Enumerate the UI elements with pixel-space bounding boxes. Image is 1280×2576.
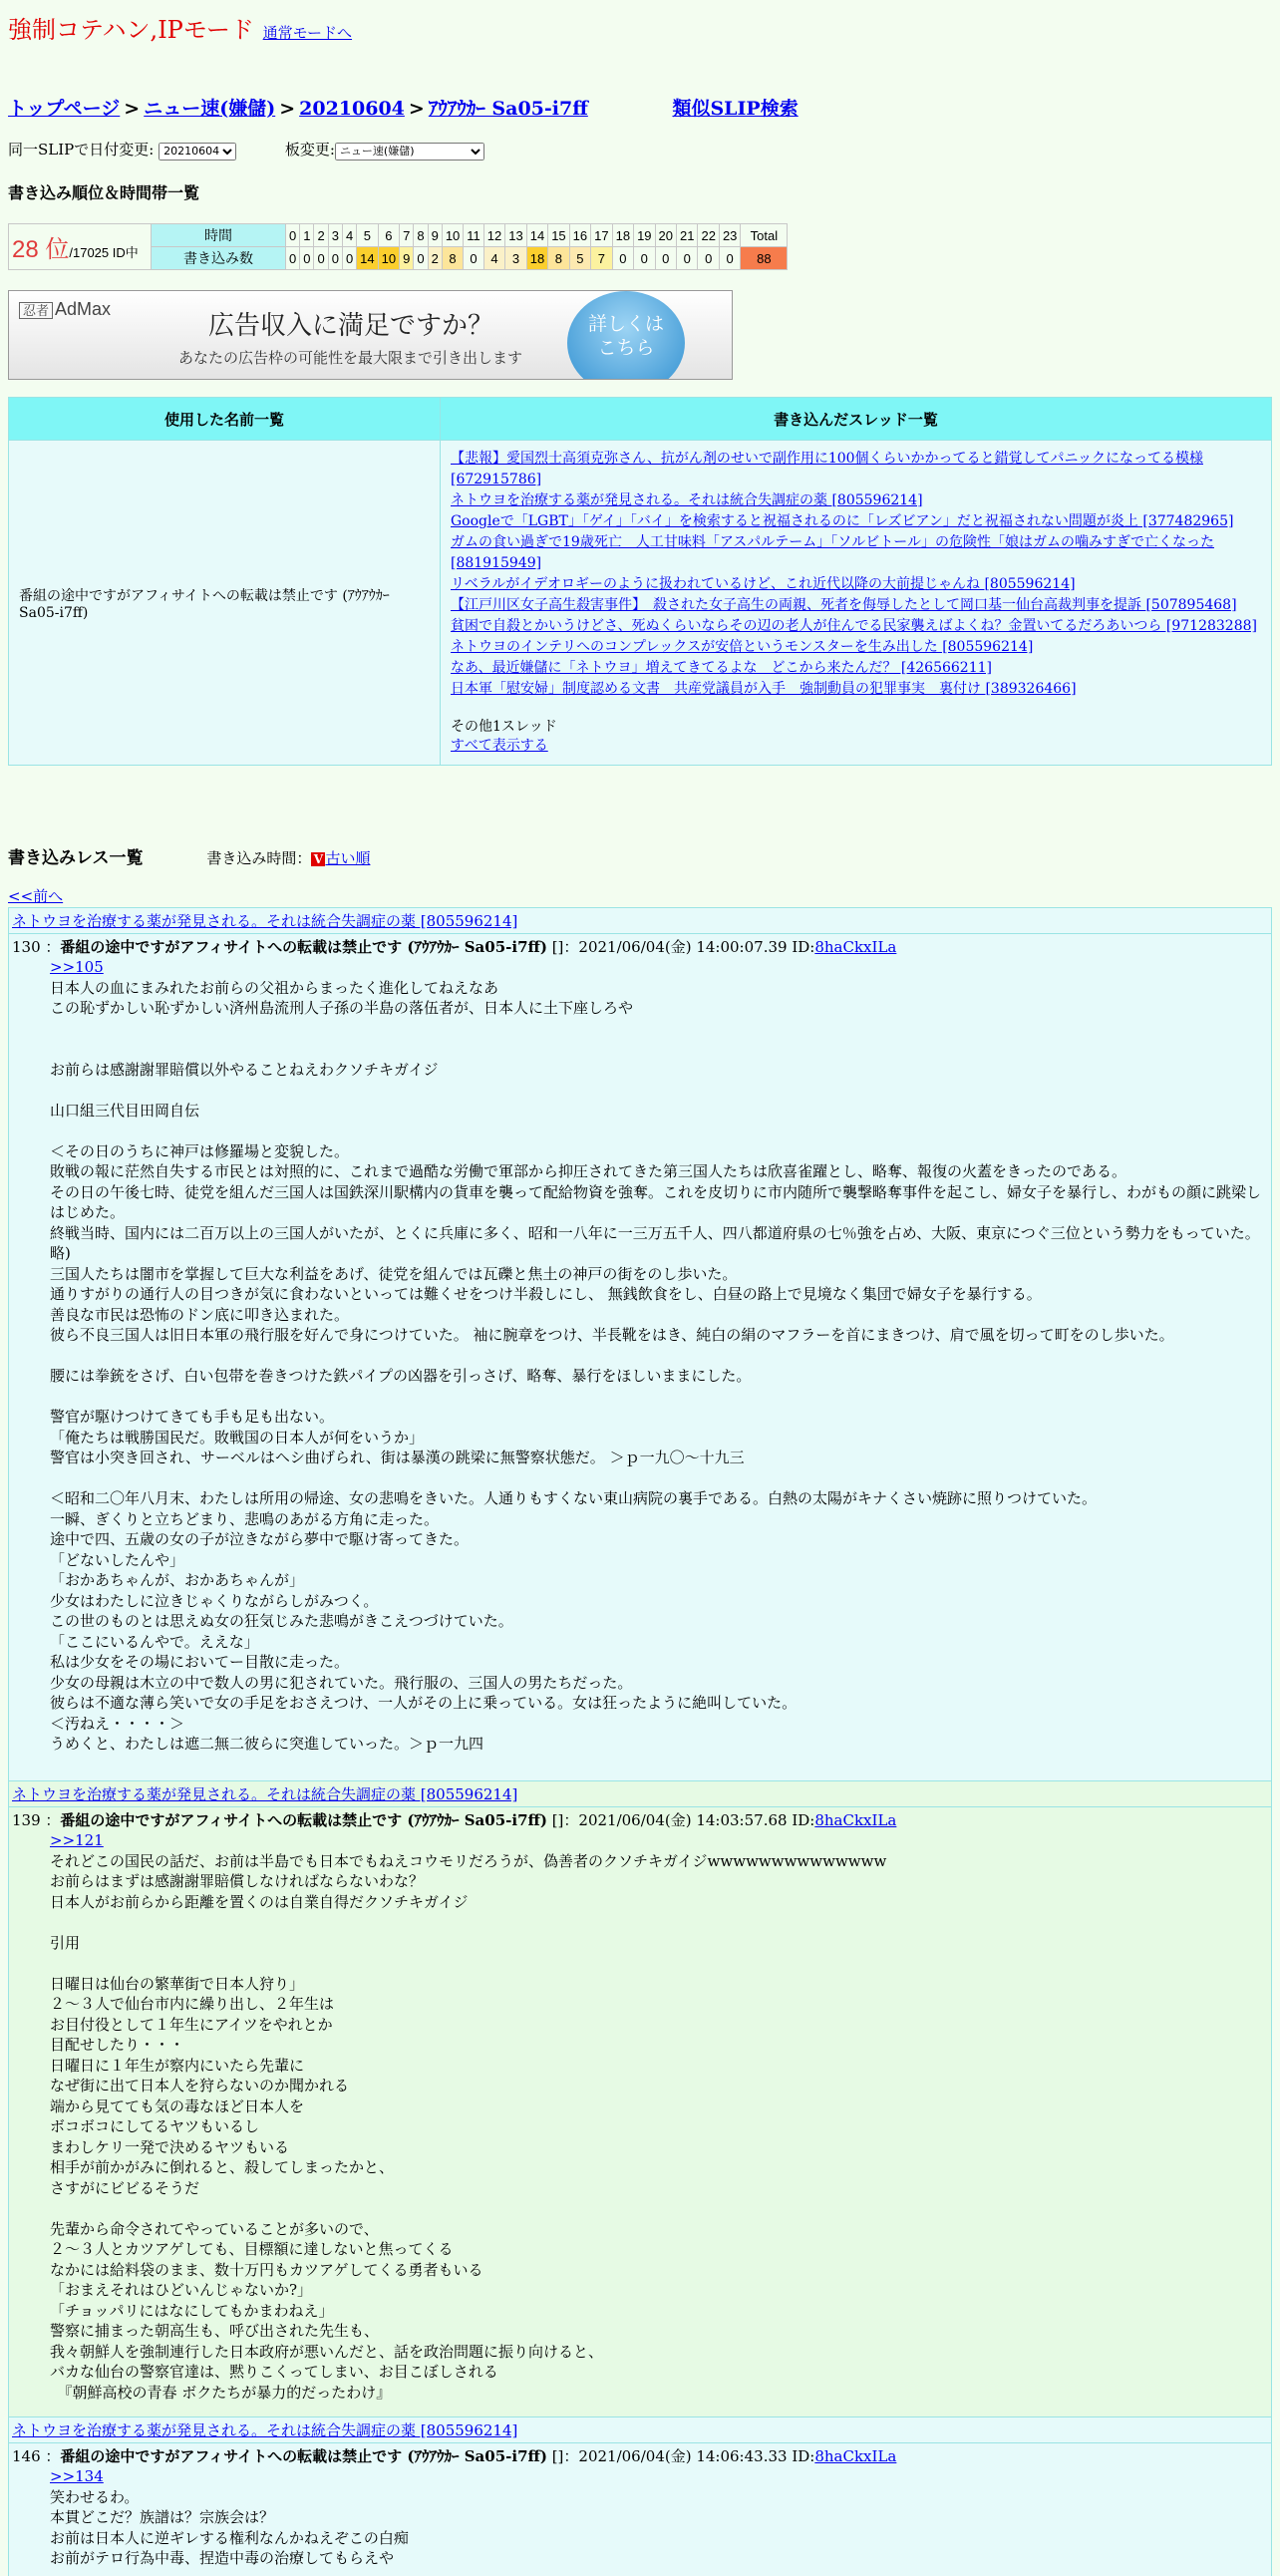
post-number: 130	[12, 938, 41, 956]
hour-cell: 21	[677, 224, 698, 247]
order-control	[206, 849, 370, 867]
thread-link[interactable]: 貧困で自殺とかいうけどさ、死ぬくらいならその辺の老人が住んでる民家襲えばよくね？金置いてるだろあいつら [971283288]	[451, 618, 1257, 634]
total-header: Total	[741, 224, 788, 247]
breadcrumb-separator: >	[279, 98, 296, 120]
count-header: 書き込み数	[152, 247, 286, 270]
board-change-label: 板変更:	[284, 141, 335, 159]
thread-link[interactable]: 【江戸川区女子高生殺害事件】 殺された女子高生の両親、死者を侮辱したとして岡口基一仙台高裁判事を提訴 [507895468]	[451, 597, 1237, 613]
post-thread-link[interactable]: ネトウヨを治療する薬が発見される。それは統合失調症の薬 [805596214]	[9, 1781, 1271, 1807]
other-threads	[451, 716, 1261, 757]
post-text: 日本人の血にまみれたお前らの父祖からまったく進化してねえなあ この恥ずかしい恥ずかしい済州島流刑人子孫の半島の落伍者が、日本人に土下座しろや お前らは感謝謝罪賠償以外やることねえわクソチキガイジ 山口組三代目田岡自伝 ＜その日のうちに神戸は修羅場と変貌した。 敗戦の報に茫然自失する市民とは対照的に、これまで過酷な労働で軍部から抑圧されてきた第三国人たちは欣喜雀躍とし、略奪、報復の火蓋をきったのである。 その日の午後七時、徒党を組んだ三国人は国鉄深川駅構内の貨車を襲って配給物資を強奪。これを皮切りに市内随所で襲撃略奪事件を起こし、婦女子を暴行し、わがもの顔に跳梁しはじめた。 終戦当時、国内には二百万以上の三国人がいたが、とくに兵庫に多く、昭和一八年に一三万五千人、四八都道府県の七％強を占め、大阪、東京につぐ三位という勢力をもっていた。 略) 三国人たちは闇市を掌握して巨大な利益をあげ、徒党を組んでは瓦礫と焦土の神戸の街をのし歩いた。 通りすがりの通行人の目つきが気に食わないといっては難くせをつけ半殺しにし、 無銭飲食をし、白昼の路上で見境なく集団で婦女子を暴行する。 善良な市民は恐怖のドン底に叩き込まれた。 彼ら不良三国人は旧日本軍の飛行服を好んで身につけていた。 袖に腕章をつけ、半長靴をはき、純白の絹のマフラーを首にまきつけ、肩で風を切って町をのし歩いた。 腰には拳銃をさげ、白い包帯を巻きつけた鉄パイプの凶器を引っさげ、略奪、暴行をほしいままにした。 警官が駆けつけてきても手も足も出ない。 「俺たちは戦勝国民だ。敗戦国の日本人が何をいうか」 警官は小突き回され、サーベルはヘシ曲げられ、街は暴漢の跳梁に無警察状態だ。 ＞ｐ一九〇～十九三 ＜昭和二〇年八月末、わたしは所用の帰途、女の悲鳴をきいた。人通りもすくない東山病院の裏手である。白熱の太陽がキナくさい焼跡に照りつけていた。 一瞬、ぎくりと立ちどまり、悲鳴のあがる方角に走った。 途中で四、五歳の女の子が泣きながら夢中で駆け寄ってきた。 「どないしたんや」 「おかあちゃんが、おかあちゃんが」 少女はわたしに泣きじゃくりながらしがみつく。 この世のものとは思えぬ女の狂気じみた悲鳴がきこえつづけていた。 「ここにいるんやで。ええな」 私は少女をその場においてー目散に走った。 少女の母親は木立の中で数人の男に犯されていた。飛行服の、三国人の男たちだった。 彼らは不適な薄ら笑いで女の手足をおさえつけ、一人がその上に乗っている。女は狂ったように絶叫していた。 ＜汚ねえ・・・・＞ うめくと、わたしは遮二無二彼らに突進していった。＞ｐ一九四	[50, 978, 1262, 1753]
breadcrumb-separator: >	[408, 98, 425, 120]
total-count-cell: 88	[741, 247, 788, 270]
normal-mode-link[interactable]: 通常モードへ	[262, 24, 353, 42]
admax-logo	[19, 299, 113, 320]
hour-cell: 1	[300, 224, 314, 247]
breadcrumb-date[interactable]: 20210604	[299, 98, 405, 120]
admax-logo-mark: 忍者	[19, 302, 53, 319]
count-cell: 0	[414, 247, 428, 270]
post-body	[9, 1830, 1271, 2407]
names-column-header: 使用した名前一覧	[9, 398, 441, 441]
count-cell: 0	[634, 247, 655, 270]
hour-cell: 18	[612, 224, 633, 247]
breadcrumb-slip[interactable]: ｱｳｱｳｶｰ Sa05-i7ff	[428, 98, 588, 120]
post-header: 146 ：番組の途中ですがアフィサイトへの転載は禁止です (ｱｳｱｳｶｰ Sa05-i7ff) []：2021/06/04(金) 14:06:43.33 ID:8haCkxILa	[12, 2447, 897, 2465]
sort-v-icon[interactable]: V	[311, 852, 325, 866]
count-cell: 0	[698, 247, 719, 270]
post-meta: []：2021/06/04(金) 14:03:57.68 ID:	[551, 1811, 815, 1829]
count-cell: 0	[612, 247, 633, 270]
hour-cell: 2	[314, 224, 328, 247]
total-ids: /17025 ID中	[69, 245, 139, 260]
admax-logo-text: AdMax	[55, 299, 112, 319]
count-cell: 5	[569, 247, 590, 270]
hour-cell: 19	[634, 224, 655, 247]
mode-title-bar	[8, 10, 352, 45]
count-cell: 0	[314, 247, 328, 270]
post-number: 146	[12, 2447, 41, 2465]
show-all-threads-link[interactable]: すべて表示する	[451, 738, 548, 754]
thread-list	[441, 441, 1272, 766]
ad-details-button[interactable]: 詳しくは こちら	[567, 291, 685, 380]
reply-anchor-link[interactable]: >>121	[50, 1831, 104, 1849]
hour-cell: 22	[698, 224, 719, 247]
count-cell: 8	[442, 247, 463, 270]
post-body	[9, 2466, 1271, 2573]
count-cell: 4	[483, 247, 504, 270]
date-select[interactable]	[159, 143, 236, 161]
count-cell: 9	[400, 247, 414, 270]
breadcrumb-board[interactable]: ニュー速(嫌儲)	[144, 98, 276, 120]
count-cell: 8	[548, 247, 569, 270]
post-id-link[interactable]: 8haCkxILa	[814, 2447, 897, 2465]
hour-cell: 0	[286, 224, 300, 247]
board-select[interactable]	[335, 143, 484, 161]
post	[8, 1780, 1272, 2416]
count-cell: 3	[505, 247, 526, 270]
ad-subtext: あなたの広告枠の可能性を最大限まで引き出します	[178, 350, 523, 367]
thread-link[interactable]: 【悲報】愛国烈士高須克弥さん、抗がん剤のせいで副作用に100個くらいかかってると錯覚してパニックになってる模様 [672915786]	[451, 451, 1203, 487]
post-header: 130 ：番組の途中ですがアフィサイトへの転載は禁止です (ｱｳｱｳｶｰ Sa05-i7ff) []：2021/06/04(金) 14:00:07.39 ID:8haCkxILa	[12, 938, 897, 956]
count-cell: 18	[526, 247, 547, 270]
rank-value: 28 位	[12, 236, 70, 263]
hour-cell: 20	[655, 224, 676, 247]
post-id-link[interactable]: 8haCkxILa	[814, 938, 897, 956]
post-body	[9, 957, 1271, 1759]
post-thread-link[interactable]: ネトウヨを治療する薬が発見される。それは統合失調症の薬 [805596214]	[9, 908, 1271, 934]
post-meta: []：2021/06/04(金) 14:00:07.39 ID:	[551, 938, 815, 956]
hour-cell: 23	[719, 224, 740, 247]
date-change-label: 同一SLIPで日付変更:	[8, 141, 155, 159]
hour-cell: 5	[357, 224, 378, 247]
hour-cell: 3	[328, 224, 342, 247]
post-author: 番組の途中ですがアフィサイトへの転載は禁止です (ｱｳｱｳｶｰ Sa05-i7ff)	[60, 938, 547, 956]
hour-cell: 6	[378, 224, 399, 247]
count-cell: 0	[328, 247, 342, 270]
thread-link[interactable]: なあ、最近嫌儲に「ネトウヨ」増えてきてるよな どこから来たんだ？ [426566211]	[451, 660, 992, 676]
ad-banner[interactable]	[8, 290, 733, 380]
thread-link[interactable]: リベラルがイデオロギーのように扱われているけど、これ近代以降の大前提じゃんね [805596214]	[451, 576, 1076, 592]
count-cell: 0	[719, 247, 740, 270]
used-name: 番組の途中ですがアフィサイトへの転載は禁止です (ｱｳｱｳｶｰ Sa05-i7ff)	[9, 441, 441, 766]
hour-cell: 17	[591, 224, 612, 247]
hour-cell: 12	[483, 224, 504, 247]
hour-cell: 15	[548, 224, 569, 247]
count-cell: 0	[342, 247, 356, 270]
names-threads-table	[8, 397, 1272, 766]
hour-cell: 10	[442, 224, 463, 247]
breadcrumb	[8, 94, 799, 121]
prev-page-row	[8, 885, 63, 906]
hour-cell: 14	[526, 224, 547, 247]
count-cell: 0	[286, 247, 300, 270]
count-cell: 0	[655, 247, 676, 270]
post-text: それどこの国民の話だ、お前は半島でも日本でもねえコウモリだろうが、偽善者のクソチキガイジwwwwwwwwwwwwww お前らはまずは感謝謝罪賠償しなければならないわな？ 日本人がお前らから距離を置くのは自業自得だクソチキガイジ 引用 日曜日は仙台の繁華街で日本人狩り」 ２～３人で仙台市内に繰り出し、２年生は お目付役として１年生にアイツをやれとか 目配せしたり・・・ 日曜日に１年生が察内にいたら先輩に なぜ街に出て日本人を狩らないのか聞かれる 端から見てても気の毒なほど日本人を ボコボコにしてるヤツもいるし まわしケリ一発で決めるヤツもいる 相手が前かがみに倒れると、殺してしまったかと、 さすがにビビるそうだ 先輩から命令されてやっていることが多いので、 ２～３人とカツアゲしても、目標額に達しないと焦ってくる なかには給料袋のまま、数十万円もカツアゲしてくる勇者もいる 「おまえそれはひどいんじゃないか?」 「チョッパリにはなにしてもかまわねえ」 警察に捕まった朝高生も、呼び出された先生も、 我々朝鮮人を強制連行した日本政府が悪いんだと、話を政治問題に振り向けると、 バカな仙台の警察官達は、黙りこくってしまい、お目こぼしされる 『朝鮮高校の青春 ボクたちが暴力的だったわけ』	[50, 1851, 887, 2402]
hour-cell: 11	[464, 224, 484, 247]
reply-anchor-link[interactable]: >>105	[50, 958, 104, 976]
ranking-section-title: 書き込み順位＆時間帯一覧	[8, 183, 200, 202]
thread-link[interactable]: ネトウヨのインテリへのコンプレックスが安倍というモンスターを生み出した [805596214]	[451, 639, 1034, 655]
post-header: 139 ：番組の途中ですがアフィサイトへの転載は禁止です (ｱｳｱｳｶｰ Sa05-i7ff) []：2021/06/04(金) 14:03:57.68 ID:8haCkxILa	[12, 1811, 897, 1829]
post-author: 番組の途中ですがアフィサイトへの転載は禁止です (ｱｳｱｳｶｰ Sa05-i7ff)	[60, 1811, 547, 1829]
thread-link[interactable]: ガムの食い過ぎで19歳死亡 人工甘味料「アスパルテーム」「ソルビトール」の危険性「娘はガムの噛みすぎで亡くなった [881915949]	[451, 534, 1214, 571]
hour-cell: 13	[505, 224, 526, 247]
ad-headline: 広告収入に満足ですか？	[208, 310, 494, 340]
prev-page-link[interactable]: <<前へ	[8, 887, 64, 905]
thread-link[interactable]: Googleで「LGBT」「ゲイ」「バイ」を検索すると祝福されるのに「レズビアン」だと祝福されない問題が炎上 [377482965]	[451, 513, 1234, 529]
other-threads-count: その他1スレッド	[451, 719, 557, 735]
count-cell: 0	[464, 247, 484, 270]
rank-cell	[9, 224, 152, 270]
breadcrumb-separator: >	[124, 98, 141, 120]
post-author: 番組の途中ですがアフィサイトへの転載は禁止です (ｱｳｱｳｶｰ Sa05-i7ff)	[60, 2447, 547, 2465]
post-text: 笑わせるわ。 本貫どこだ？族譜は？宗族会は？ お前は日本人に逆ギレする権利なんかねえぞこの白痴 お前がテロ行為中毒、捏造中毒の治療してもらえや	[50, 2487, 409, 2567]
breadcrumb-top[interactable]: トップページ	[8, 98, 121, 120]
controls-row	[8, 139, 484, 161]
hour-cell: 9	[428, 224, 442, 247]
count-cell: 14	[357, 247, 378, 270]
oldest-first-link[interactable]: 古い順	[325, 849, 371, 867]
reply-anchor-link[interactable]: >>134	[50, 2467, 104, 2485]
count-cell: 2	[428, 247, 442, 270]
hour-cell: 8	[414, 224, 428, 247]
count-cell: 0	[677, 247, 698, 270]
time-header: 時間	[152, 224, 286, 247]
thread-link[interactable]: 日本軍「慰安婦」制度認める文書 共産党議員が入手 強制動員の犯罪事実 裏付け [389326466]	[451, 681, 1077, 697]
ranking-table	[8, 223, 788, 270]
hour-cell: 16	[569, 224, 590, 247]
threads-column-header: 書き込んだスレッド一覧	[441, 398, 1272, 441]
post	[8, 2416, 1272, 2576]
res-list-title-row	[8, 843, 370, 868]
post	[8, 907, 1272, 1780]
post-id-link[interactable]: 8haCkxILa	[814, 1811, 897, 1829]
count-cell: 10	[378, 247, 399, 270]
hour-cell: 7	[400, 224, 414, 247]
hour-cell: 4	[342, 224, 356, 247]
count-cell: 7	[591, 247, 612, 270]
post-thread-link[interactable]: ネトウヨを治療する薬が発見される。それは統合失調症の薬 [805596214]	[9, 2417, 1271, 2443]
post-number: 139	[12, 1811, 41, 1829]
count-cell: 0	[300, 247, 314, 270]
similar-slip-search-link[interactable]: 類似SLIP検索	[672, 98, 799, 120]
post-meta: []：2021/06/04(金) 14:06:43.33 ID:	[551, 2447, 815, 2465]
order-label: 書き込み時間：	[206, 849, 312, 867]
mode-title: 強制コテハン,IPモード	[8, 16, 254, 44]
res-list-title: 書き込みレス一覧	[8, 848, 144, 868]
thread-link[interactable]: ネトウヨを治療する薬が発見される。それは統合失調症の薬 [805596214]	[451, 492, 923, 508]
